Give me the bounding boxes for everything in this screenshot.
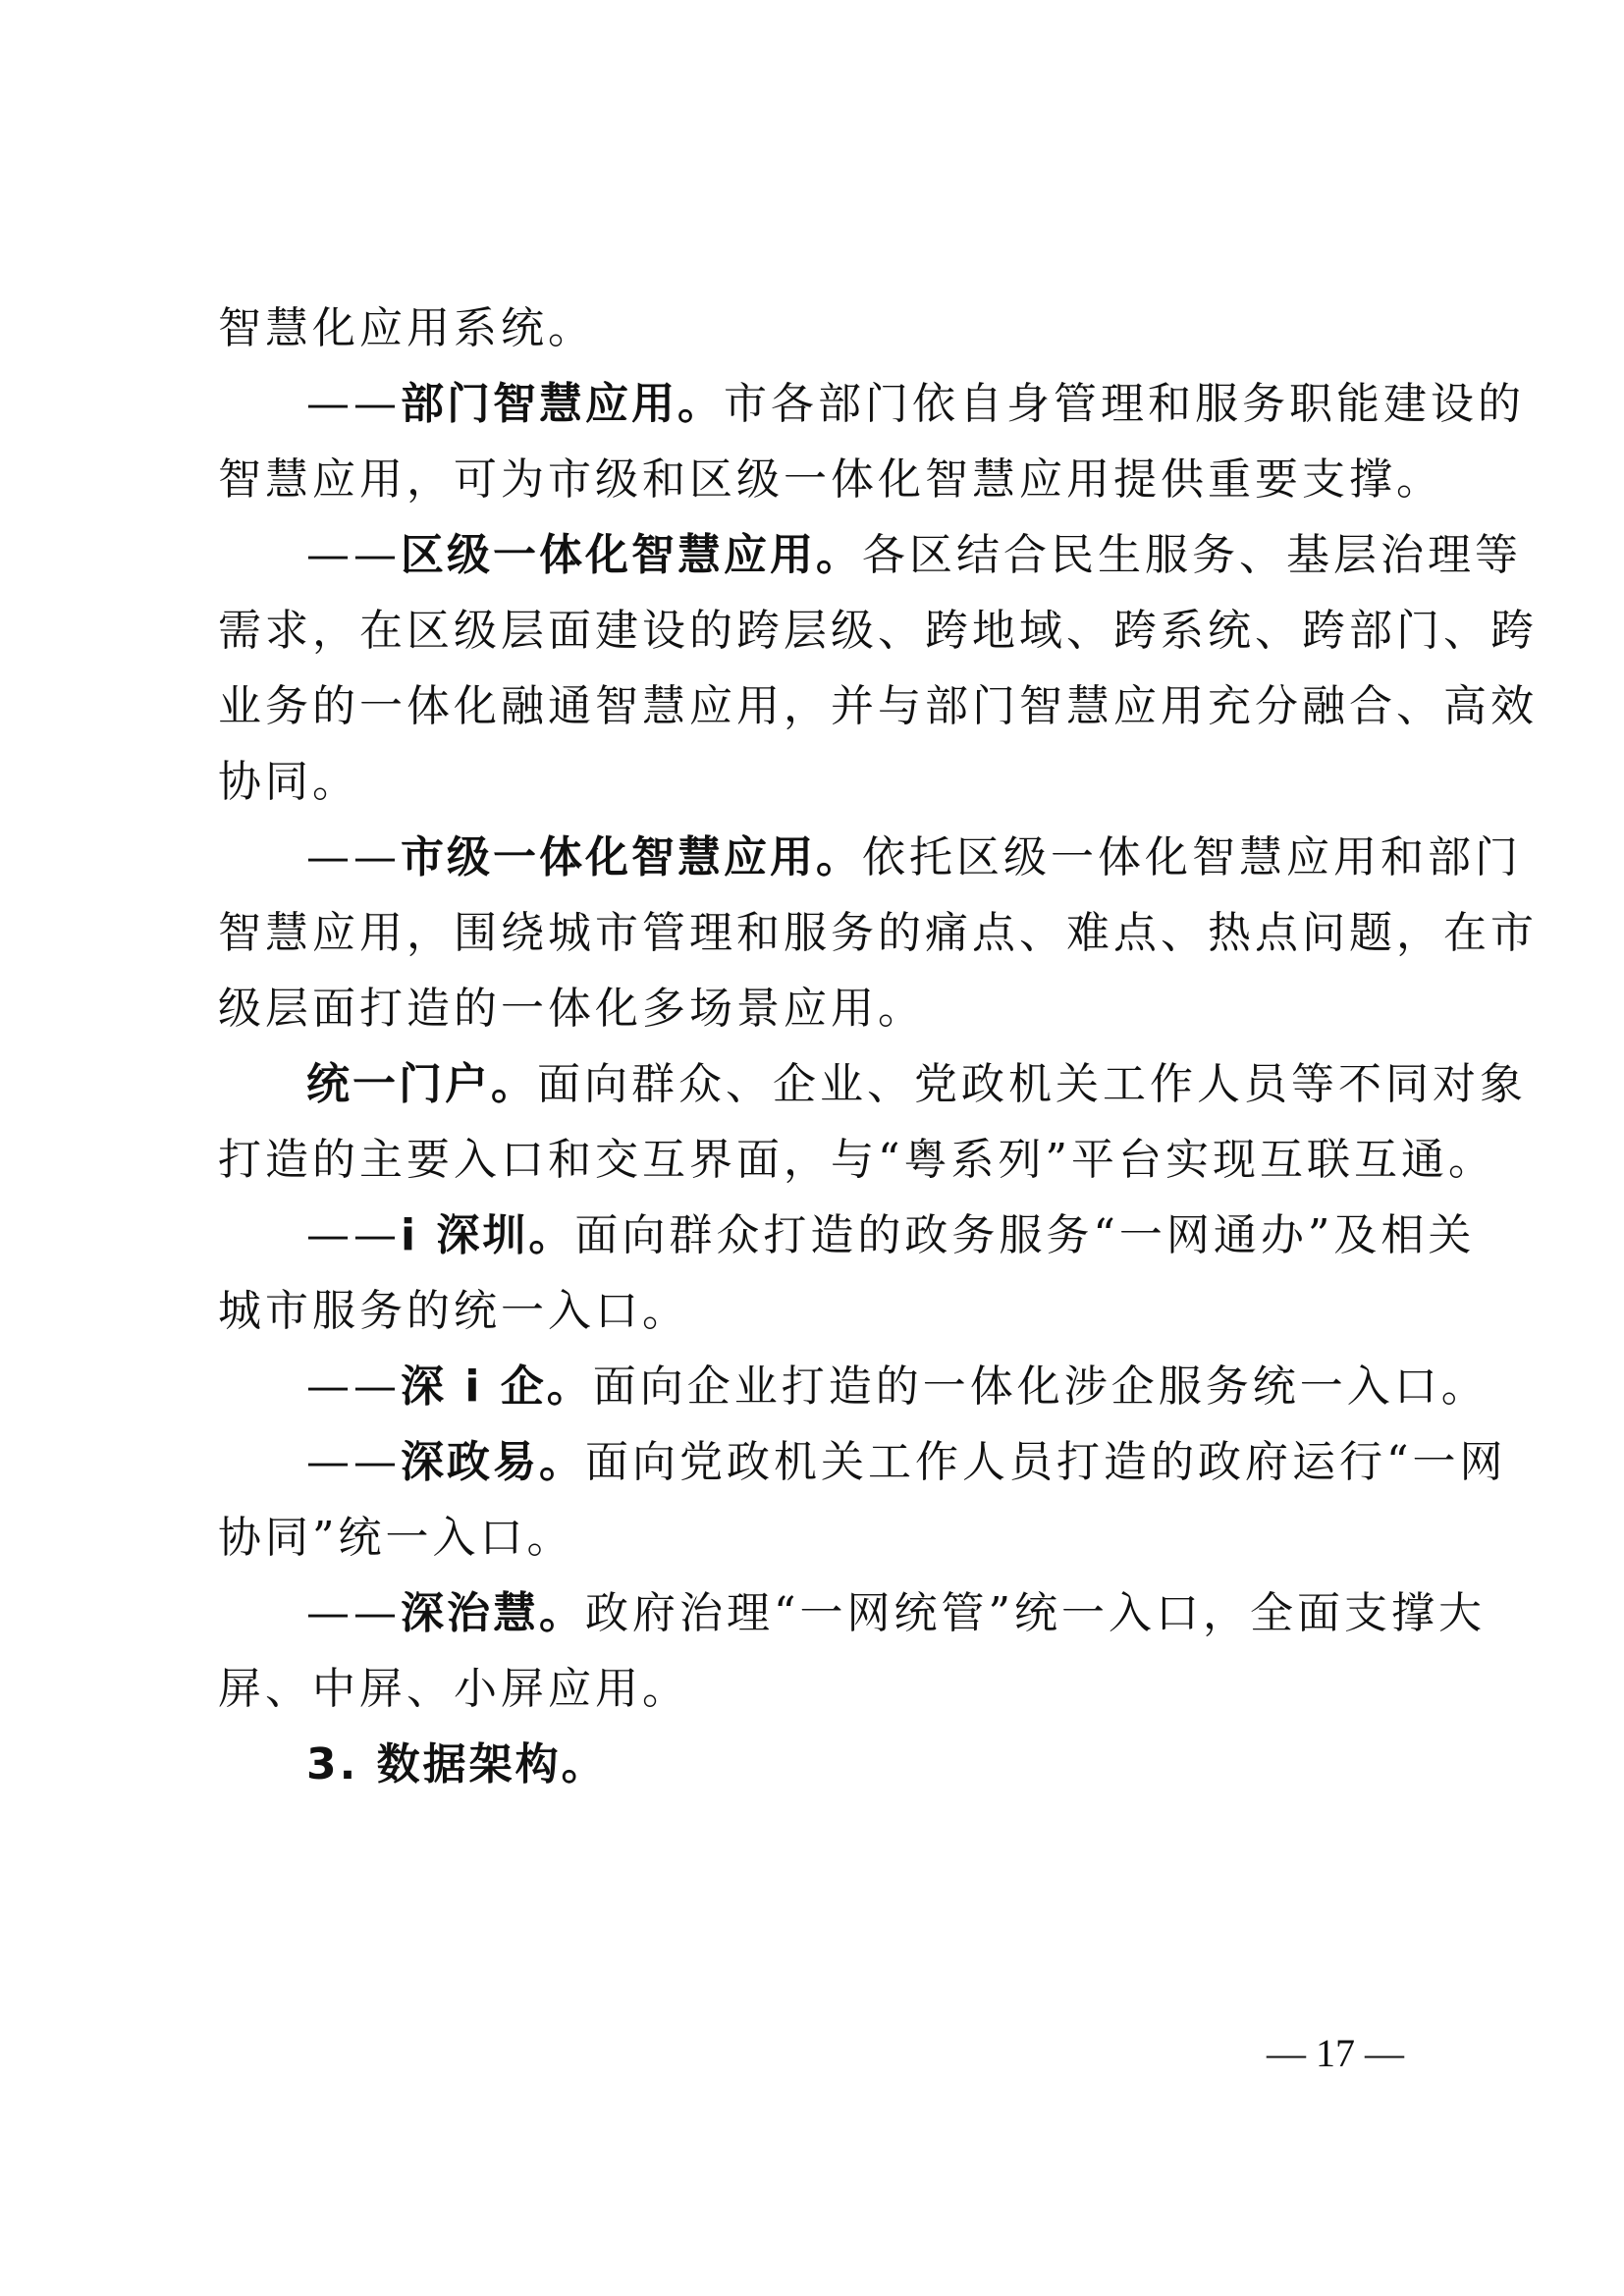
section-heading: 深治慧。 [401,1588,585,1638]
section-heading: 深政易。 [401,1437,585,1487]
line-text: 面向群众、企业、党政机关工作人员等不同对象 [537,1059,1527,1109]
text-line [218,895,1538,971]
em-dash: —— [306,530,401,580]
text-line [218,366,1525,442]
line-text: 面向企业打造的一体化涉企服务统一入口。 [592,1362,1489,1412]
em-dash: —— [306,379,401,429]
em-dash: —— [306,832,401,882]
section-heading: i 深圳。 [401,1210,575,1260]
em-dash: —— [306,1588,401,1638]
text-line [218,668,1538,744]
text-line [218,1198,1476,1273]
em-dash: —— [306,1210,401,1260]
text-line [218,1575,1486,1651]
section-heading: 部门智慧应用。 [401,379,724,429]
line-text: 各区结合民生服务、基层治理等 [862,530,1522,580]
line-text: 城市服务的统一入口。 [218,1286,689,1336]
line-text: 依托区级一体化智慧应用和部门 [862,832,1522,882]
section-heading: 区级一体化智慧应用。 [401,530,862,580]
text-line [218,820,1522,895]
text-line [218,1046,1527,1122]
text-line [218,1349,1489,1424]
line-text: 屏、中屏、小屏应用。 [218,1664,689,1714]
line-text: 市各部门依自身管理和服务职能建设的 [724,379,1525,429]
line-text: 智慧化应用系统。 [218,303,595,353]
text-line [218,744,1428,820]
section-heading: 深 i 企。 [401,1362,593,1412]
text-line [218,442,1443,517]
line-text: 智慧应用，可为市级和区级一体化智慧应用提供重要支撑。 [218,454,1443,505]
em-dash: —— [306,1437,401,1487]
text-line [218,1122,1495,1198]
section-heading: 市级一体化智慧应用。 [401,832,862,882]
body-text [218,291,1538,1802]
text-line [218,517,1522,593]
line-text: 需求，在区级层面建设的跨层级、跨地域、跨系统、跨部门、跨 [218,606,1538,656]
text-line [218,971,1428,1046]
section-heading: 统一门户。 [306,1059,537,1109]
text-line [218,1424,1507,1500]
text-line [218,593,1538,668]
text-line [218,1727,1428,1802]
section-heading: 3. 数据架构。 [306,1739,608,1789]
line-text: 协同”统一入口。 [218,1513,574,1563]
text-line [218,1500,1428,1575]
line-text: 智慧应用，围绕城市管理和服务的痛点、难点、热点问题，在市 [218,908,1538,958]
line-text: 级层面打造的一体化多场景应用。 [218,984,925,1034]
line-text: 业务的一体化融通智慧应用，并与部门智慧应用充分融合、高效 [218,681,1538,731]
line-text: 协同。 [218,757,359,807]
line-text: 面向党政机关工作人员打造的政府运行“一网 [585,1437,1507,1487]
page-number: — 17 — [1267,2031,1404,2075]
line-text: 政府治理“一网统管”统一入口，全面支撑大 [585,1588,1486,1638]
text-line [218,1273,1428,1349]
line-text: 面向群众打造的政务服务“一网通办”及相关 [574,1210,1476,1260]
em-dash: —— [306,1362,401,1412]
text-line [218,291,1428,366]
line-text: 打造的主要入口和交互界面，与“粤系列”平台实现互联互通。 [218,1135,1495,1185]
text-line [218,1651,1428,1727]
